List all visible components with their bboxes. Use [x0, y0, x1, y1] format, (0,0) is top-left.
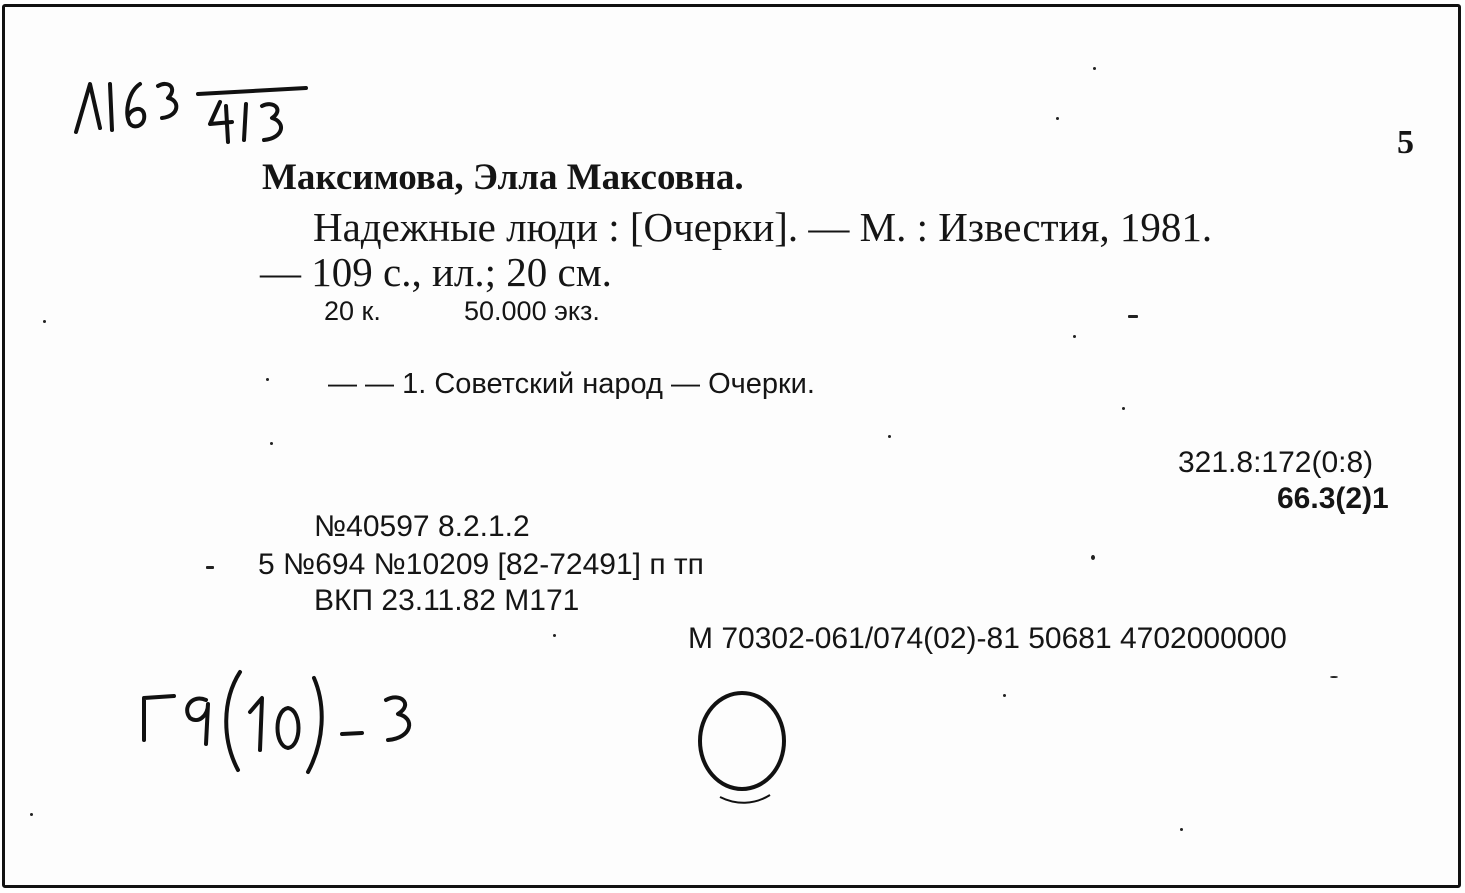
speck: [43, 320, 46, 323]
speck: [888, 435, 891, 438]
speck: [1180, 828, 1183, 831]
bbk-index: 66.3(2)1: [1277, 482, 1389, 515]
speck: [266, 378, 269, 381]
order-number: №40597 8.2.1.2: [314, 510, 530, 543]
speck: [1330, 676, 1338, 678]
price: 20 к.: [324, 296, 381, 326]
speck: [1003, 694, 1006, 697]
speck: [1122, 407, 1125, 410]
speck: [553, 634, 556, 637]
handwritten-classification-code: [130, 660, 440, 780]
copy-number: 5: [1397, 124, 1414, 161]
vkp-line: ВКП 23.11.82 М171: [314, 584, 580, 617]
description-line: — 109 с., ил.; 20 см.: [260, 249, 612, 295]
author-heading: Максимова, Элла Максовна.: [262, 157, 744, 198]
print-run: 50.000 экз.: [464, 296, 600, 326]
udc-index: 321.8:172(0:8): [1178, 446, 1374, 479]
speck: [1093, 67, 1096, 70]
circle-stamp: [690, 685, 800, 810]
speck: [1056, 117, 1059, 120]
speck: [1073, 335, 1076, 338]
speck: [30, 813, 33, 816]
speck: [1128, 315, 1138, 318]
bottom-code: М 70302-061/074(02)-81 50681 4702000000: [688, 622, 1287, 655]
technical-line: 5 №694 №10209 [82-72491] п тп: [258, 548, 704, 581]
title-line: Надежные люди : [Очерки]. — М. : Известия, 1981.: [313, 204, 1213, 250]
handwritten-call-number: [70, 70, 320, 160]
speck: [206, 566, 214, 569]
subject-heading: — — 1. Советский народ — Очерки.: [328, 368, 815, 400]
speck: [1091, 555, 1095, 560]
speck: [270, 442, 273, 445]
